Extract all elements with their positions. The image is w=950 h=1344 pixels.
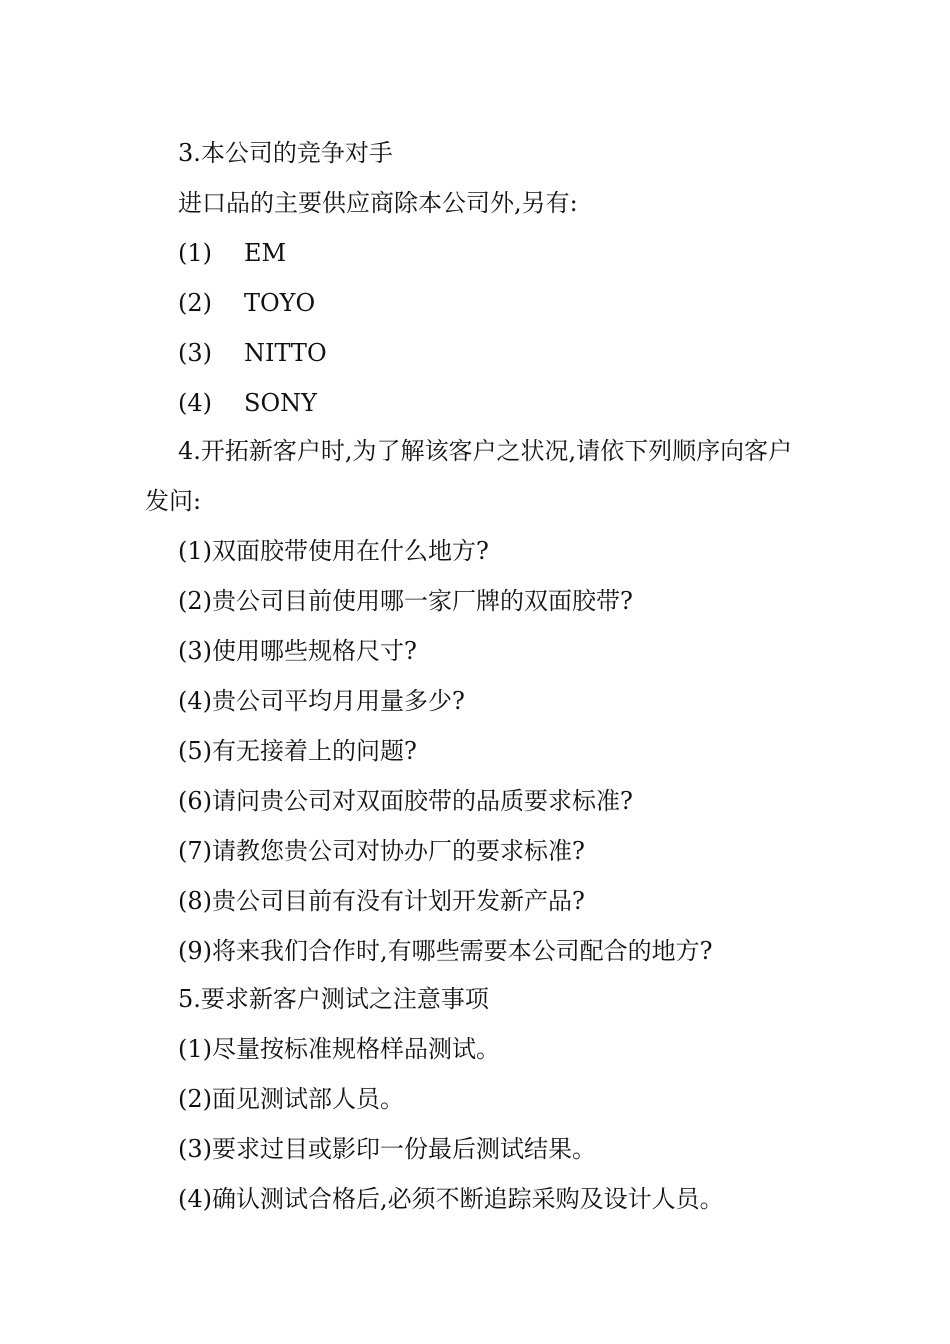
- competitor-name: NITTO: [244, 339, 327, 367]
- section3-heading: 3.本公司的竞争对手: [178, 139, 393, 167]
- competitor-number: (1): [178, 239, 212, 267]
- competitor-number: (4): [178, 389, 212, 417]
- question-item: (4)贵公司平均月用量多少?: [178, 687, 465, 715]
- competitor-item: [178, 288, 315, 318]
- competitor-name: SONY: [244, 389, 317, 417]
- question-item: (2)贵公司目前使用哪一家厂牌的双面胶带?: [178, 587, 633, 615]
- question-item: (3)使用哪些规格尺寸?: [178, 637, 417, 665]
- competitor-item: [178, 388, 317, 418]
- section4-heading-continued: 发问:: [145, 487, 202, 515]
- competitor-item: [178, 338, 327, 368]
- section3-intro: 进口品的主要供应商除本公司外,另有:: [178, 189, 578, 217]
- competitor-item: [178, 238, 286, 268]
- section4-heading: 4.开拓新客户时,为了解该客户之状况,请依下列顺序向客户: [178, 437, 793, 465]
- competitor-name: EM: [244, 239, 287, 267]
- competitor-number: (3): [178, 339, 212, 367]
- section5-heading: 5.要求新客户测试之注意事项: [178, 985, 489, 1013]
- question-item: (6)请问贵公司对双面胶带的品质要求标准?: [178, 787, 633, 815]
- test-note-item: (2)面见测试部人员。: [178, 1085, 404, 1113]
- test-note-item: (1)尽量按标准规格样品测试。: [178, 1035, 500, 1063]
- competitor-number: (2): [178, 289, 212, 317]
- competitor-name: TOYO: [244, 289, 316, 317]
- question-item: (1)双面胶带使用在什么地方?: [178, 537, 489, 565]
- question-item: (9)将来我们合作时,有哪些需要本公司配合的地方?: [178, 937, 713, 965]
- test-note-item: (4)确认测试合格后,必须不断追踪采购及设计人员。: [178, 1185, 724, 1213]
- question-item: (5)有无接着上的问题?: [178, 737, 417, 765]
- test-note-item: (3)要求过目或影印一份最后测试结果。: [178, 1135, 596, 1163]
- question-item: (7)请教您贵公司对协办厂的要求标准?: [178, 837, 585, 865]
- question-item: (8)贵公司目前有没有计划开发新产品?: [178, 887, 585, 915]
